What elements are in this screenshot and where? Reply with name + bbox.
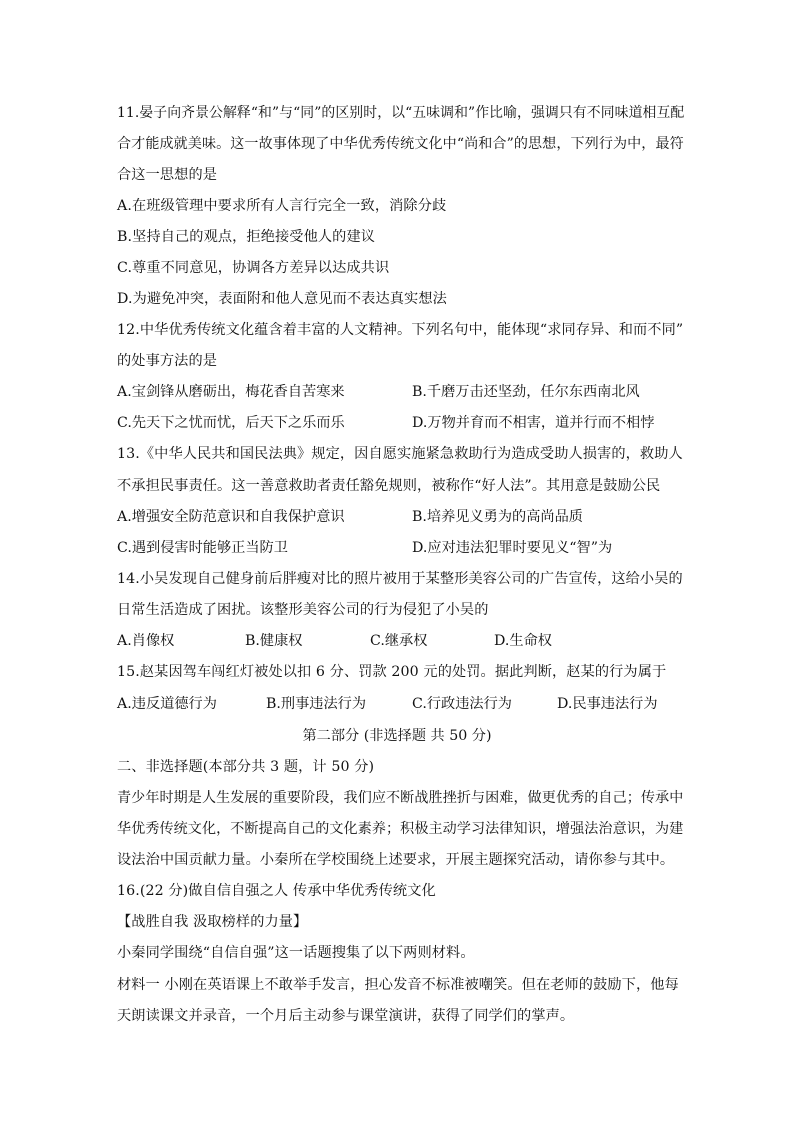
q11-stem-line-3: 合这一思想的是 [117, 167, 218, 183]
q11-option-a: A.在班级管理中要求所有人言行完全一致，消除分歧 [117, 198, 447, 214]
q12-option-c: C.先天下之忧而忧，后天下之乐而乐 [117, 415, 345, 431]
q12-option-b: B.千磨万击还坚劲，任尔东西南北风 [412, 384, 640, 400]
q13-option-a: A.增强安全防范意识和自我保护意识 [117, 509, 345, 525]
q13-stem-line-1: 13.《中华人民共和国民法典》规定，因自愿实施紧急救助行为造成受助人损害的，救助人 [117, 446, 683, 462]
q14-option-c: C.继承权 [370, 633, 428, 649]
q16-material-line-1: 材料一 小刚在英语课上不敢举手发言，担心发音不标准被嘲笑。但在老师的鼓励下，他每 [117, 977, 679, 993]
q13-option-b: B.培养见义勇为的高尚品质 [412, 509, 583, 525]
q12-option-d: D.万物并育而不相害，道并行而不相悖 [412, 415, 655, 431]
q14-option-d: D.生命权 [494, 633, 552, 649]
q15-option-a: A.违反道德行为 [117, 696, 217, 712]
intro-line-1: 青少年时期是人生发展的重要阶段，我们应不断战胜挫折与困难，做更优秀的自己；传承中 [117, 790, 684, 806]
q14-option-b: B.健康权 [245, 633, 303, 649]
q16-material-line-2: 天朗读课文并录音，一个月后主动参与课堂演讲，获得了同学们的掌声。 [117, 1008, 575, 1024]
q11-stem-line-2: 合才能成就美味。这一故事体现了中华优秀传统文化中“尚和合”的思想，下列行为中，最符 [117, 136, 684, 152]
q11-stem-line-1: 11.晏子向齐景公解释“和”与“同”的区别时，以“五味调和”作比喻，强调只有不同味道相互配 [117, 105, 685, 121]
q13-option-c: C.遇到侵害时能够正当防卫 [117, 540, 288, 556]
q12-stem-line-1: 12.中华优秀传统文化蕴含着丰富的人文精神。下列名句中，能体现“求同存异、和而不同” [117, 322, 684, 338]
q15-stem: 15.赵某因驾车闯红灯被处以扣 6 分、罚款 200 元的处罚。据此判断，赵某的行为属于 [117, 664, 667, 680]
q11-option-c: C.尊重不同意见，协调各方差异以达成共识 [117, 260, 390, 276]
q14-option-a: A.肖像权 [117, 633, 175, 649]
q11-option-d: D.为避免冲突，表面附和他人意见而不表达真实想法 [117, 291, 447, 307]
section2-header: 二、非选择题(本部分共 3 题，计 50 分) [117, 759, 375, 775]
q16-line-1: 小秦同学围绕“自信自强”这一话题搜集了以下两则材料。 [117, 945, 475, 961]
intro-line-3: 设法治中国贡献力量。小秦所在学校围绕上述要求，开展主题探究活动，请你参与其中。 [117, 852, 675, 868]
q11-option-b: B.坚持自己的观点，拒绝接受他人的建议 [117, 229, 376, 245]
q14-stem-line-2: 日常生活造成了困扰。该整形美容公司的行为侵犯了小吴的 [117, 602, 489, 618]
q13-stem-line-2: 不承担民事责任。这一善意救助者责任豁免规则，被称作“好人法”。其用意是鼓励公民 [117, 478, 661, 494]
q12-stem-line-2: 的处事方法的是 [117, 353, 218, 369]
q16-subheading: 【战胜自我 汲取榜样的力量】 [117, 914, 308, 930]
q14-stem-line-1: 14.小吴发现自己健身前后胖瘦对比的照片被用于某整形美容公司的广告宣传，这给小吴的 [117, 571, 683, 587]
q15-option-d: D.民事违法行为 [557, 696, 658, 712]
q15-option-c: C.行政违法行为 [412, 696, 512, 712]
q13-option-d: D.应对违法犯罪时要见义“智”为 [412, 540, 613, 556]
q12-option-a: A.宝剑锋从磨砺出，梅花香自苦寒来 [117, 384, 345, 400]
intro-line-2: 华优秀传统文化，不断提高自己的文化素养；积极主动学习法律知识，增强法治意识，为建 [117, 821, 684, 837]
part2-title: 第二部分 (非选择题 共 50 分) [302, 728, 492, 744]
q15-option-b: B.刑事违法行为 [266, 696, 367, 712]
q16-title: 16.(22 分)做自信自强之人 传承中华优秀传统文化 [117, 883, 436, 899]
